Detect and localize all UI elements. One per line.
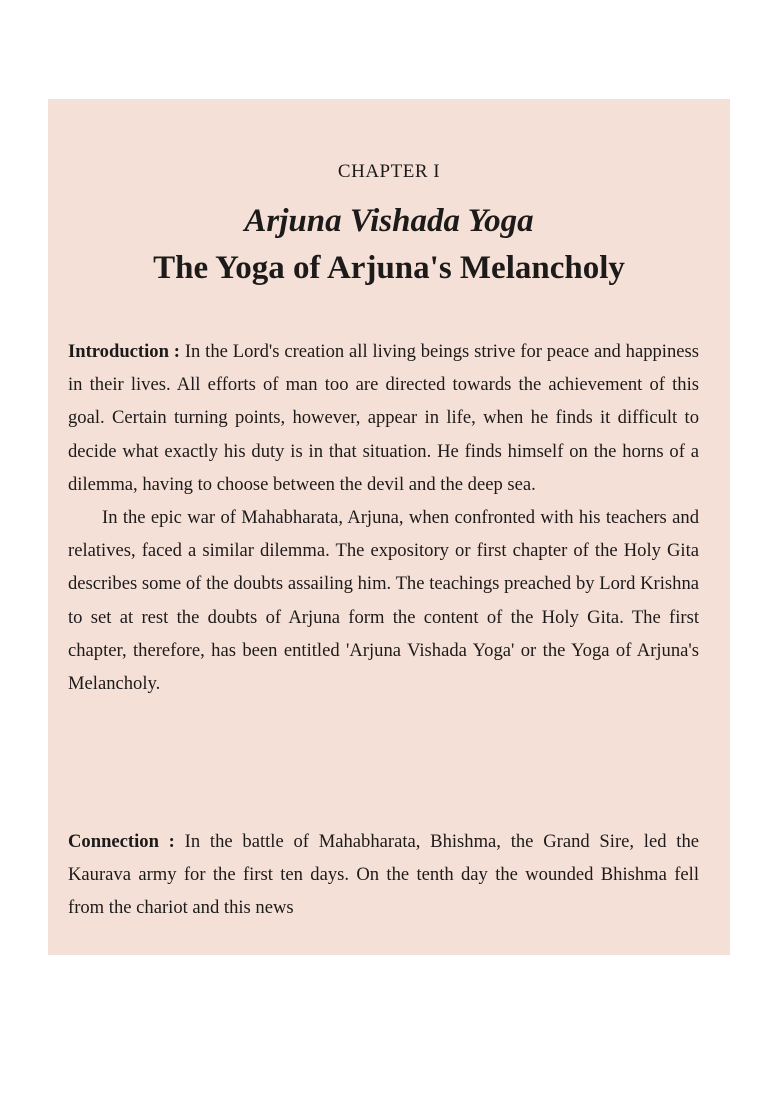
scanned-book-page xyxy=(48,99,730,955)
introduction-section xyxy=(68,335,699,700)
introduction-lead: Introduction : xyxy=(68,341,180,362)
connection-paragraph-text: In the battle of Mahabharata, Bhishma, the Grand Sire, led the Kaurava army for the first ten days. On the tenth day the wounded Bhishma fell from the chariot and this news xyxy=(68,831,700,919)
introduction-paragraph-1-text: In the Lord's creation all living beings strive for peace and happiness in their lives. All efforts of man too are directed towards the achievement of this goal. Certain turning points, however, appear in life, when he finds it difficult to decide what exactly his duty is in that situation. He finds himself on the horns of a dilemma, having to choose between the devil and the deep sea. xyxy=(68,341,699,495)
connection-section xyxy=(68,825,699,925)
chapter-subtitle: The Yoga of Arjuna's Melancholy xyxy=(153,250,625,286)
chapter-title: Arjuna Vishada Yoga xyxy=(244,203,534,239)
chapter-label: CHAPTER I xyxy=(337,161,441,182)
introduction-paragraph-1 xyxy=(68,335,699,501)
connection-lead: Connection : xyxy=(68,831,175,852)
introduction-paragraph-2: In the epic war of Mahabharata, Arjuna, when confronted with his teachers and relatives, faced a similar dilemma. The expository or first chapter of the Holy Gita describes some of the doubts assailing him. The teachings preached by Lord Krishna to set at rest the doubts of Arjuna form the content of the Holy Gita. The first chapter, therefore, has been entitled 'Arjuna Vishada Yoga' or the Yoga of Arjuna's Melancholy. xyxy=(68,507,699,695)
connection-paragraph xyxy=(68,825,699,925)
